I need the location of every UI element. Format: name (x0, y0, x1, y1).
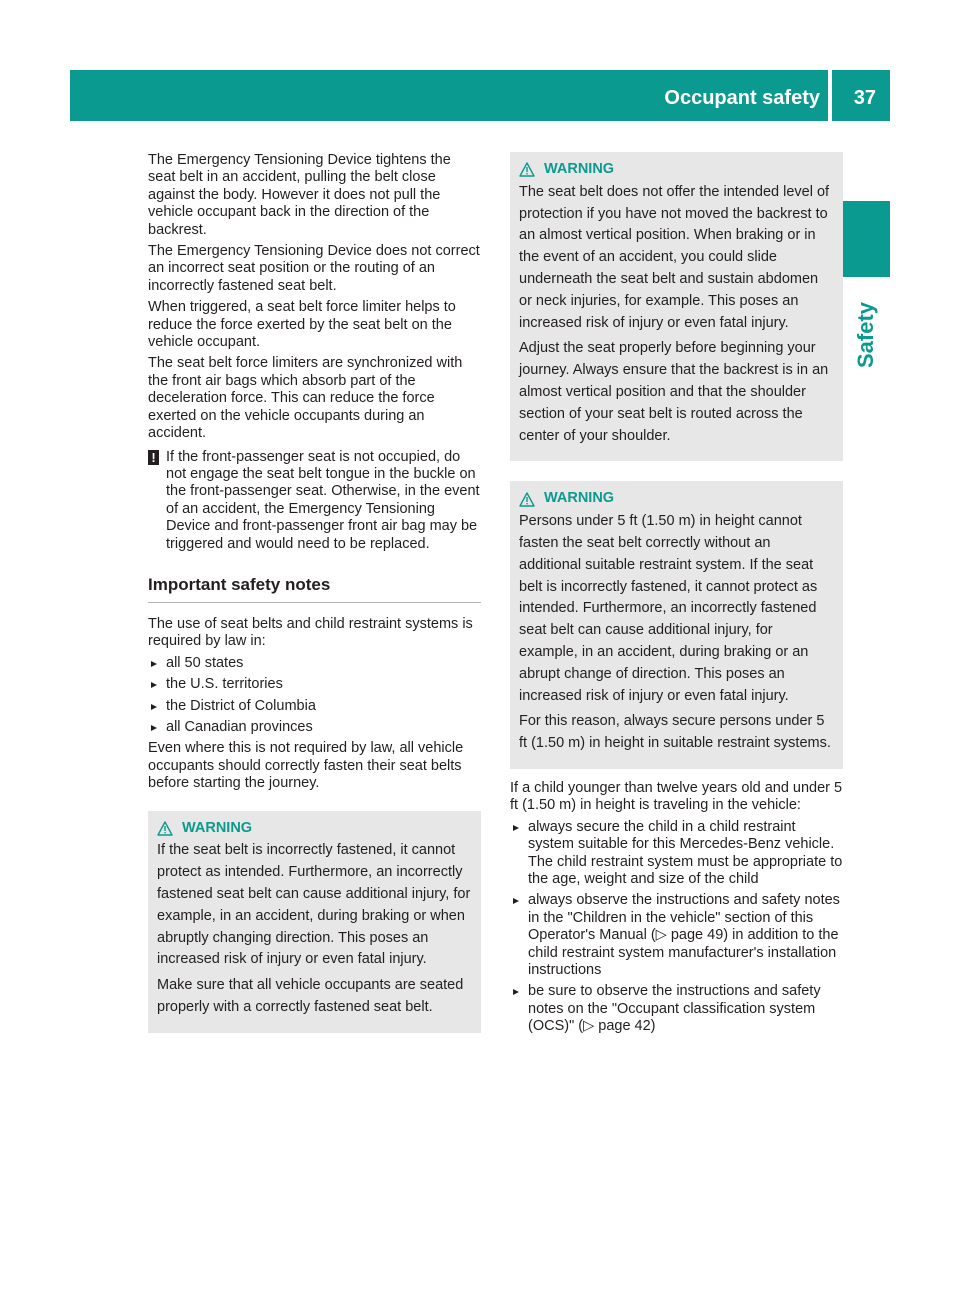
child-safety-list (510, 819, 843, 1036)
warning-title: WARNING (544, 161, 615, 177)
list-item: be sure to observe the instructions and safety notes on the "Occupant classification system (OCS)" (▷ page 42) (510, 983, 843, 1035)
header-bar (70, 70, 890, 121)
warning-header (519, 488, 834, 510)
warning-box (510, 152, 843, 461)
heading-rule (148, 602, 481, 603)
list-item: all 50 states (148, 655, 481, 672)
left-column (148, 152, 481, 1033)
warning-text: For this reason, always secure persons under 5 ft (1.50 m) in height in suitable restraint systems. (519, 713, 831, 752)
paragraph: Even where this is not required by law, all vehicle occupants should correctly fasten their seat belts before starting the journey. (148, 740, 464, 792)
list-item: the District of Columbia (148, 698, 481, 715)
warning-header (157, 818, 472, 840)
paragraph: The Emergency Tensioning Device does not correct an incorrect seat position or the routing of an incorrectly fastened seat belt. (148, 243, 480, 294)
paragraph: When triggered, a seat belt force limiter helps to reduce the force exerted by the seat belt on the vehicle occupant. (148, 299, 456, 351)
paragraph: The use of seat belts and child restraint systems is required by law in: (148, 615, 473, 650)
warning-triangle-icon (519, 492, 535, 507)
list-item: always secure the child in a child restraint system suitable for this Mercedes-Benz vehicle. The child restraint system must be appropriate to the age, weight and size of the child (510, 819, 843, 889)
warning-box (510, 481, 843, 769)
warning-text: Make sure that all vehicle occupants are seated properly with a correctly fastened seat belt. (157, 977, 464, 1015)
header-divider (828, 70, 832, 121)
warning-header (519, 159, 834, 181)
warning-triangle-icon (157, 821, 173, 836)
list-item: all Canadian provinces (148, 719, 481, 736)
paragraph: The seat belt force limiters are synchronized with the front air bags which absorb part of the deceleration force. This can reduce the force exerted on the vehicle occupants during an accident. (148, 355, 463, 442)
chapter-tab (842, 201, 890, 277)
section-title: Occupant safety (664, 87, 820, 109)
note-text: If the front-passenger seat is not occupied, do not engage the seat belt tongue in the buckle on the front-passenger seat. Otherwise, in the event of an accident, the Emergency Tensioning Device and front-passenger front air bag may be triggered and would need to be replaced. (166, 448, 480, 552)
warning-title: WARNING (544, 490, 615, 507)
section-heading: Important safety notes (148, 574, 331, 594)
exclamation-icon: ! (148, 450, 159, 465)
warning-text: Persons under 5 ft (1.50 m) in height cannot fasten the seat belt correctly without an additional suitable restraint system. If the seat belt is incorrectly fastened, it cannot protect as intended. Furthermore, an incorrectly fastened seat belt can cause additional injury, for example, in an accident, during braking or an abrupt change of direction. This poses an increased risk of injury or even fatal injury. (519, 513, 818, 704)
warning-text: Adjust the seat properly before beginning your journey. Always ensure that the backrest is in an almost vertical position and that the shoulder section of your seat belt is routed across the center of your shoulder. (519, 340, 829, 444)
paragraph: The Emergency Tensioning Device tightens the seat belt in an accident, pulling the belt close against the body. However it does not pull the vehicle occupant back in the direction of the backrest. (148, 152, 451, 238)
list-item: the U.S. territories (148, 676, 481, 693)
list-item: always observe the instructions and safety notes in the "Children in the vehicle" section of this Operator's Manual (▷ page 49) in addition to the child restraint system manufacturer's installation instructions (510, 892, 843, 979)
warning-text: The seat belt does not offer the intended level of protection if you have not moved the backrest to an almost vertical position. When braking or in the event of an accident, you could slide underneath the seat belt and sustain abdomen or neck injuries, for example. This poses an increased risk of injury or even fatal injury. (519, 183, 830, 331)
warning-text: If the seat belt is incorrectly fastened, it cannot protect as intended. Furthermore, an incorrectly fastened seat belt can cause additional injury, for example, in an accident, during braking or when abruptly changing direction. This poses an increased risk of injury or even fatal injury. (157, 842, 471, 968)
right-column (510, 152, 843, 1040)
paragraph: If a child younger than twelve years old and under 5 ft (1.50 m) in height is traveling in the vehicle: (510, 779, 843, 814)
page-number: 37 (853, 87, 876, 109)
warning-triangle-icon (519, 162, 535, 177)
chapter-label-text: Safety (853, 301, 878, 369)
jurisdiction-list (148, 655, 481, 737)
note (148, 449, 481, 553)
warning-box (148, 811, 481, 1033)
warning-title: WARNING (182, 819, 253, 836)
chapter-label (850, 290, 882, 380)
